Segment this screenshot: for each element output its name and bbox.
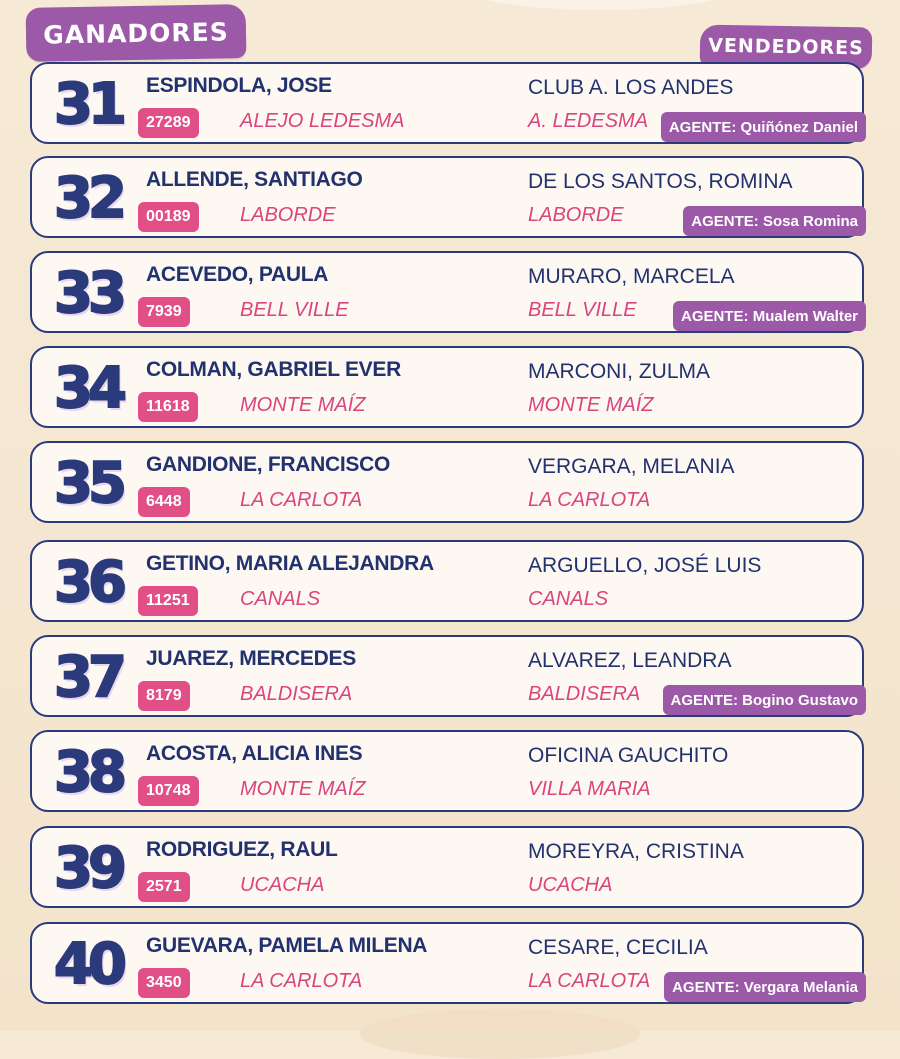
seller-name: OFICINA GAUCHITO bbox=[528, 744, 729, 767]
winner-name: ACEVEDO, PAULA bbox=[146, 263, 329, 286]
seller-name: MURARO, MARCELA bbox=[528, 265, 735, 288]
ticket-number-badge: 10748 bbox=[138, 776, 199, 806]
seller-location: UCACHA bbox=[528, 874, 613, 896]
ticket-number-badge: 11251 bbox=[138, 586, 198, 616]
entry-number: 33 bbox=[54, 261, 122, 326]
seller-location: VILLA MARIA bbox=[528, 778, 651, 800]
winner-name: ESPINDOLA, JOSE bbox=[146, 74, 332, 97]
winner-location: BALDISERA bbox=[240, 683, 353, 705]
ticket-number-badge: 11618 bbox=[138, 392, 198, 422]
seller-location: A. LEDESMA bbox=[528, 110, 649, 132]
agent-badge: AGENTE: Mualem Walter bbox=[673, 301, 866, 331]
winner-card bbox=[30, 826, 864, 908]
entry-number: 34 bbox=[54, 356, 122, 421]
winner-name: GETINO, MARIA ALEJANDRA bbox=[146, 552, 434, 575]
seller-name: MOREYRA, CRISTINA bbox=[528, 840, 744, 863]
ticket-number-badge: 2571 bbox=[138, 872, 190, 902]
winner-location: ALEJO LEDESMA bbox=[240, 110, 405, 132]
seller-name: DE LOS SANTOS, ROMINA bbox=[528, 170, 793, 193]
winner-name: RODRIGUEZ, RAUL bbox=[146, 838, 338, 861]
background-decoration bbox=[470, 0, 730, 10]
winner-name: ALLENDE, SANTIAGO bbox=[146, 168, 363, 191]
seller-location: MONTE MAÍZ bbox=[528, 394, 654, 416]
agent-badge: AGENTE: Vergara Melania bbox=[664, 972, 866, 1002]
entry-number: 32 bbox=[54, 166, 122, 231]
entry-number: 35 bbox=[54, 451, 122, 516]
agent-badge: AGENTE: Sosa Romina bbox=[683, 206, 866, 236]
winner-name: COLMAN, GABRIEL EVER bbox=[146, 358, 401, 381]
seller-location: LA CARLOTA bbox=[528, 489, 651, 511]
winner-location: BELL VILLE bbox=[240, 299, 349, 321]
ticket-number-badge: 6448 bbox=[138, 487, 190, 517]
winner-name: JUAREZ, MERCEDES bbox=[146, 647, 356, 670]
vendedores-header-tag: VENDEDORES bbox=[700, 25, 873, 70]
agent-badge: AGENTE: Quiñónez Daniel bbox=[661, 112, 866, 142]
entry-number: 31 bbox=[54, 72, 122, 137]
winner-card bbox=[30, 62, 864, 144]
entry-number: 39 bbox=[54, 836, 122, 901]
entry-number: 38 bbox=[54, 740, 122, 805]
ticket-number-badge: 3450 bbox=[138, 968, 190, 998]
winner-location: MONTE MAÍZ bbox=[240, 778, 366, 800]
winner-card bbox=[30, 346, 864, 428]
winner-card bbox=[30, 251, 864, 333]
seller-location: BALDISERA bbox=[528, 683, 641, 705]
ticket-number-badge: 00189 bbox=[138, 202, 199, 232]
winner-location: CANALS bbox=[240, 588, 321, 610]
seller-name: ARGUELLO, JOSÉ LUIS bbox=[528, 554, 762, 577]
winner-location: UCACHA bbox=[240, 874, 325, 896]
winner-location: LA CARLOTA bbox=[240, 489, 363, 511]
winner-location: LA CARLOTA bbox=[240, 970, 363, 992]
seller-location: CANALS bbox=[528, 588, 609, 610]
ganadores-header-tag: GANADORES bbox=[26, 4, 247, 62]
ticket-number-badge: 7939 bbox=[138, 297, 190, 327]
winner-card bbox=[30, 730, 864, 812]
ticket-number-badge: 27289 bbox=[138, 108, 199, 138]
winner-card bbox=[30, 540, 864, 622]
ticket-number-badge: 8179 bbox=[138, 681, 190, 711]
seller-location: LABORDE bbox=[528, 204, 624, 226]
winner-card bbox=[30, 635, 864, 717]
winner-name: GUEVARA, PAMELA MILENA bbox=[146, 934, 428, 957]
seller-name: MARCONI, ZULMA bbox=[528, 360, 711, 383]
winner-location: LABORDE bbox=[240, 204, 336, 226]
seller-location: BELL VILLE bbox=[528, 299, 637, 321]
entry-number: 37 bbox=[54, 645, 122, 710]
winner-name: GANDIONE, FRANCISCO bbox=[146, 453, 390, 476]
entry-number: 40 bbox=[54, 932, 122, 997]
background-decoration bbox=[360, 1009, 640, 1059]
seller-name: VERGARA, MELANIA bbox=[528, 455, 735, 478]
winner-card bbox=[30, 441, 864, 523]
seller-name: CLUB A. LOS ANDES bbox=[528, 76, 734, 99]
seller-name: ALVAREZ, LEANDRA bbox=[528, 649, 732, 672]
winner-location: MONTE MAÍZ bbox=[240, 394, 366, 416]
agent-badge: AGENTE: Bogino Gustavo bbox=[663, 685, 867, 715]
seller-location: LA CARLOTA bbox=[528, 970, 651, 992]
winner-card bbox=[30, 156, 864, 238]
winner-card bbox=[30, 922, 864, 1004]
entry-number: 36 bbox=[54, 550, 122, 615]
winner-name: ACOSTA, ALICIA INES bbox=[146, 742, 363, 765]
seller-name: CESARE, CECILIA bbox=[528, 936, 708, 959]
